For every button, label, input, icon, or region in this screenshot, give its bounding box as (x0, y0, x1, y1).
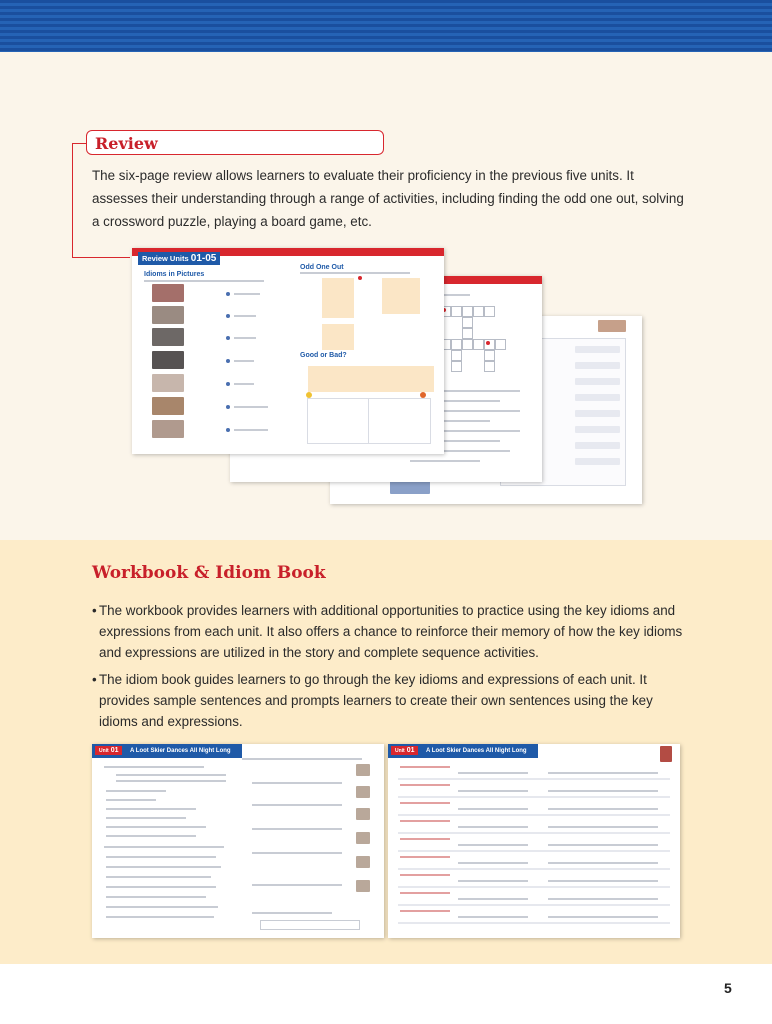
workbook-bullet-list (92, 600, 692, 738)
idiom-book-bullet: • The idiom book guides learners to go through the key idioms and expressions of each unit. It provides sample sentences and prompts learners to create their own sentences using the key idioms and expressions. (92, 669, 692, 732)
review-units-numbers: 01-05 (190, 253, 217, 264)
workbook-unit-number: 01 (110, 747, 119, 754)
page-number: 5 (724, 980, 732, 996)
idiom-book-page-thumbnail (388, 744, 680, 938)
review-connector-line (72, 143, 86, 144)
workbook-unit-tag (95, 746, 122, 755)
idioms-in-pictures-title: Idioms in Pictures (144, 271, 205, 278)
odd-one-out-title: Odd One Out (300, 264, 344, 271)
review-heading: Review (95, 134, 158, 153)
review-units-tag (138, 252, 220, 265)
workbook-heading: Workbook & Idiom Book (92, 563, 326, 583)
review-paragraph: The six-page review allows learners to evaluate their proficiency in the previous five units. It assesses their understanding through a range of activities, including finding the odd one out, solving a crossword puzzle, playing a board game, etc. (92, 168, 684, 229)
idiom-book-story-title: A Loot Skier Dances All Night Long (426, 748, 527, 754)
review-page-thumbnail-1 (132, 248, 444, 454)
review-connector-line (72, 257, 130, 258)
workbook-unit-label: Unit (99, 748, 109, 754)
workbook-page-thumbnail (92, 744, 384, 938)
workbook-story-title: A Loot Skier Dances All Night Long (130, 748, 231, 754)
idiom-book-unit-number: 01 (406, 747, 415, 754)
review-heading-box (86, 130, 384, 155)
top-stripe-band (0, 0, 772, 52)
good-or-bad-title: Good or Bad? (300, 352, 347, 359)
review-units-tag-label: Review Units (142, 254, 189, 263)
workbook-bullet: • The workbook provides learners with additional opportunities to practice using the key idioms and expressions from each unit. It also offers a chance to reinforce their memory of how the key idioms and expressions are utilized in the story and complete sequence activities. (92, 600, 692, 663)
idiom-book-unit-label: Unit (395, 748, 405, 754)
review-connector-line (72, 143, 73, 257)
idiom-book-unit-tag (391, 746, 418, 755)
